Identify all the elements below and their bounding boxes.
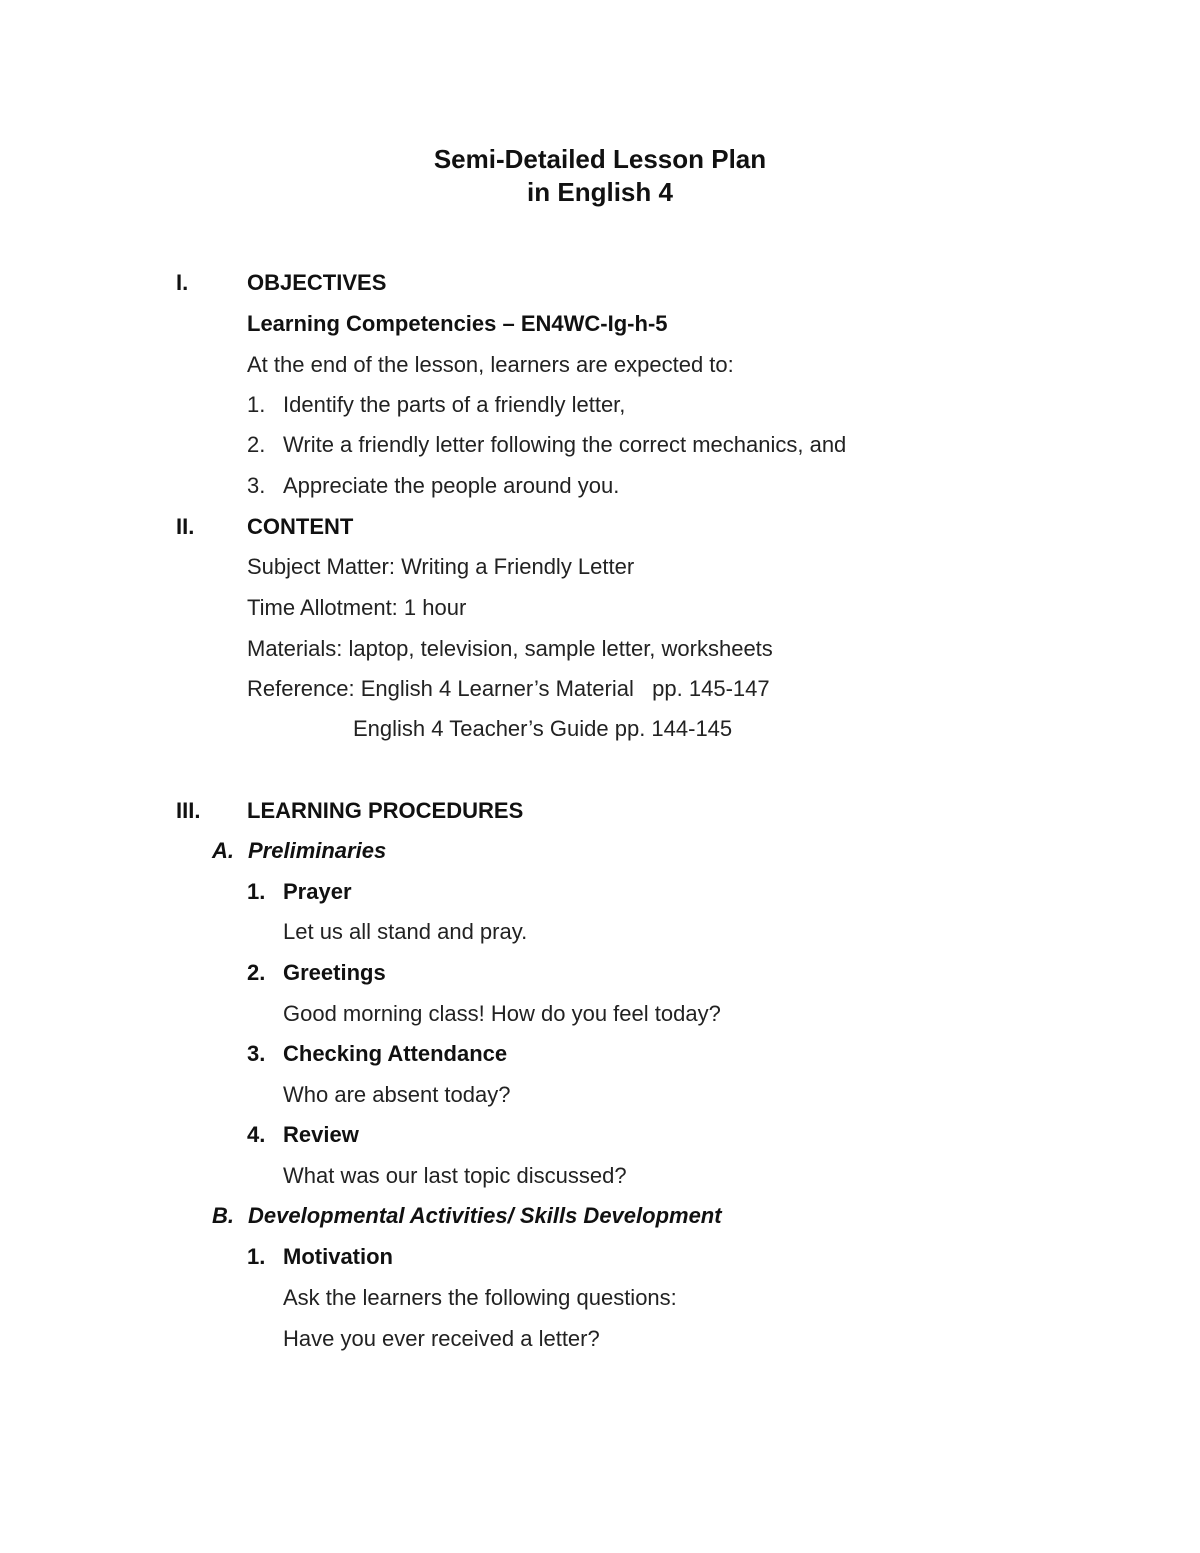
step-number: 2. [247, 960, 266, 985]
step-title: Review [283, 1122, 359, 1147]
objective-text: Appreciate the people around you. [283, 473, 620, 498]
step-text-attendance: Who are absent today? [283, 1082, 511, 1107]
objective-number: 2. [247, 432, 266, 457]
step-title: Greetings [283, 960, 386, 985]
subject-matter: Subject Matter: Writing a Friendly Letter [247, 554, 635, 579]
objective-text: Write a friendly letter following the correct mechanics, and [283, 432, 847, 457]
section-a-letter: A. [212, 838, 234, 863]
time-allotment: Time Allotment: 1 hour [247, 595, 467, 620]
procedures-heading: LEARNING PROCEDURES [247, 798, 524, 823]
section-a-title: Preliminaries [248, 838, 387, 863]
objective-item [247, 394, 625, 416]
objective-number: 1. [247, 392, 266, 417]
reference-line-2: English 4 Teacher’s Guide pp. 144-145 [353, 716, 733, 741]
step-heading-greetings [247, 962, 386, 984]
step-number: 4. [247, 1122, 266, 1147]
materials: Materials: laptop, television, sample letter, worksheets [247, 636, 773, 661]
objectives-intro: At the end of the lesson, learners are expected to: [247, 352, 734, 377]
content-numeral: II. [176, 514, 195, 539]
section-a [212, 840, 386, 862]
objectives-numeral: I. [176, 270, 189, 295]
step-title: Prayer [283, 879, 352, 904]
step-title: Checking Attendance [283, 1041, 508, 1066]
step-heading-prayer [247, 881, 352, 903]
objective-item [247, 434, 846, 456]
title-line-2: in English 4 [527, 177, 673, 207]
content-heading: CONTENT [247, 514, 354, 539]
step-heading-attendance [247, 1043, 507, 1065]
reference-line-1: Reference: English 4 Learner’s Material pp. 145-147 [247, 676, 770, 701]
objective-item [247, 475, 619, 497]
step-text-prayer: Let us all stand and pray. [283, 919, 528, 944]
step-text-review: What was our last topic discussed? [283, 1163, 627, 1188]
objective-number: 3. [247, 473, 266, 498]
procedures-numeral: III. [176, 798, 201, 823]
section-b [212, 1205, 722, 1227]
step-text-motivation-1: Ask the learners the following questions: [283, 1285, 677, 1310]
objective-text: Identify the parts of a friendly letter, [283, 392, 626, 417]
section-b-title: Developmental Activities/ Skills Development [248, 1203, 722, 1228]
objectives-heading: OBJECTIVES [247, 270, 387, 295]
step-heading-motivation [247, 1246, 393, 1268]
step-number: 1. [247, 879, 266, 904]
step-text-motivation-2: Have you ever received a letter? [283, 1326, 600, 1351]
learning-competency: Learning Competencies – EN4WC-Ig-h-5 [247, 311, 668, 336]
step-heading-review [247, 1124, 359, 1146]
section-b-letter: B. [212, 1203, 234, 1228]
step-title: Motivation [283, 1244, 393, 1269]
step-number: 1. [247, 1244, 266, 1269]
title-line-1: Semi-Detailed Lesson Plan [433, 144, 767, 174]
step-number: 3. [247, 1041, 266, 1066]
step-text-greetings: Good morning class! How do you feel today? [283, 1001, 721, 1026]
